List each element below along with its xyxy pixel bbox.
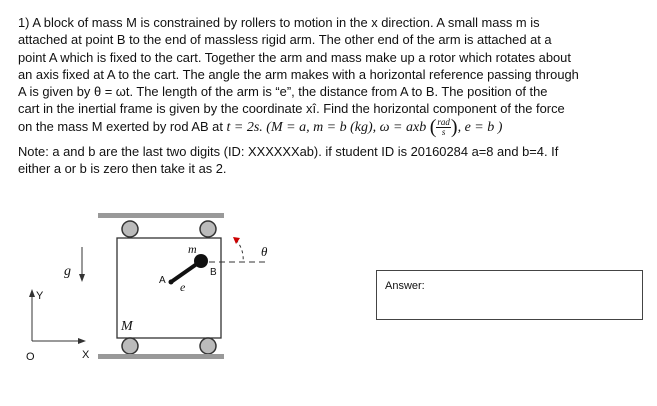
problem-statement: [18, 14, 643, 177]
roller-bottom-left: [122, 338, 138, 354]
bottom-rail: [98, 354, 224, 359]
y-axis-head: [29, 289, 35, 297]
problem-line: point A which is fixed to the cart. Together the arm and mass make up a rotor which rotates about: [18, 49, 571, 65]
unit-fraction: [436, 118, 451, 137]
problem-line: A is given by θ = ωt. The length of the arm is “e”, the distance from A to B. The position of the: [18, 84, 548, 100]
top-rail: [98, 213, 224, 218]
label-O: O: [26, 351, 35, 363]
pivot-A: [169, 280, 174, 285]
label-g: g: [64, 264, 71, 279]
label-e: e: [180, 280, 186, 294]
label-m: m: [188, 242, 197, 256]
roller-top-left: [122, 221, 138, 237]
label-X: X: [82, 349, 90, 361]
answer-label: Answer:: [385, 280, 425, 292]
problem-line: attached at point B to the end of massless rigid arm. The other end of the arm is attached at a: [18, 32, 552, 48]
problem-line-last: on the mass M exerted by rod AB at t = 2s. (M = a, m = b (kg), ω = axb ( $\frac{\text{rad}}{s}$ ), e = b ): [18, 115, 503, 138]
last-line-suffix: , e = b ): [457, 119, 503, 135]
label-A: A: [159, 275, 166, 286]
last-line-prefix: on the mass M exerted by rod AB at: [18, 118, 227, 134]
problem-line: an axis fixed at A to the cart. The angle the arm makes with a horizontal reference passing through: [18, 66, 579, 82]
gravity-arrow-head: [79, 274, 85, 282]
theta-arc: [236, 240, 243, 262]
last-line-math: t = 2s. (M = a, m = b (kg), ω = axb: [226, 119, 430, 135]
fraction-numerator: rad: [437, 116, 450, 127]
fraction-denominator: s: [441, 126, 446, 137]
x-axis-head: [78, 338, 86, 344]
theta-arrow-head: [233, 237, 240, 244]
note-line: Note: a and b are the last two digits (ID: XXXXXXab). if student ID is 20160284 a=8 and b=4. If: [18, 143, 559, 159]
roller-bottom-right: [200, 338, 216, 354]
label-theta: θ: [261, 244, 268, 259]
label-M: M: [121, 319, 133, 334]
mass-m: [194, 254, 208, 268]
label-Y: Y: [36, 290, 44, 302]
label-B: B: [210, 267, 217, 278]
note-line: either a or b is zero then take it as 2.: [18, 161, 227, 177]
cart-rotor-figure: [0, 205, 330, 375]
problem-line: 1) A block of mass M is constrained by rollers to motion in the x direction. A small mass m is: [18, 15, 540, 30]
answer-box[interactable]: [376, 270, 643, 320]
roller-top-right: [200, 221, 216, 237]
problem-line: cart in the inertial frame is given by the coordinate xî. Find the horizontal component of the force: [18, 101, 565, 117]
